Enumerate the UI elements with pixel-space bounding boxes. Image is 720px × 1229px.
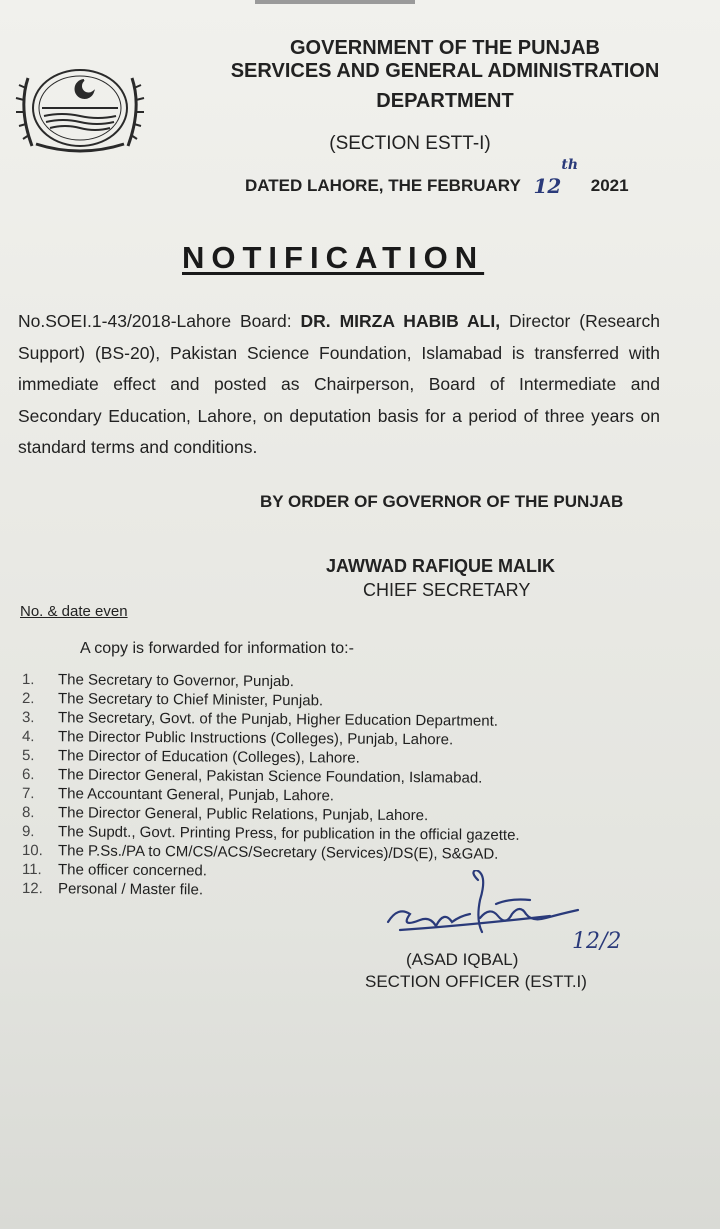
header-department: SERVICES AND GENERAL ADMINISTRATION	[230, 60, 660, 82]
recipient-number: 11.	[21, 861, 42, 879]
notification-body	[18, 306, 660, 464]
recipient-list	[22, 670, 622, 898]
header-government: GOVERNMENT OF THE PUNJAB	[289, 37, 601, 59]
recipient-number: 7.	[21, 785, 35, 803]
recipient-number: 2.	[21, 690, 35, 708]
notification-ref: No.SOEI.1-43/2018-Lahore Board:	[18, 311, 292, 331]
by-order-line: BY ORDER OF GOVERNOR OF THE PUNJAB	[260, 492, 624, 511]
recipient-number: 9.	[21, 823, 35, 841]
signatory-title: CHIEF SECRETARY	[363, 580, 531, 600]
recipient-text: The Director of Education (Colleges), Lahore.	[57, 747, 360, 767]
recipient-number: 4.	[21, 728, 35, 746]
section-officer-name: (ASAD IQBAL)	[406, 950, 519, 969]
section-estt: (SECTION ESTT-I)	[329, 133, 491, 154]
recipient-text: The Accountant General, Punjab, Lahore.	[57, 785, 335, 805]
recipient-text: The Secretary to Chief Minister, Punjab.	[57, 690, 324, 710]
no-date-even: No. & date even	[20, 603, 128, 620]
officer-name: DR. MIRZA HABIB ALI,	[300, 311, 501, 331]
recipient-text: The officer concerned.	[57, 861, 208, 880]
signatory-name: JAWWAD RAFIQUE MALIK	[326, 556, 555, 576]
dated-year: 2021	[590, 176, 629, 195]
recipient-number: 12.	[21, 880, 43, 898]
recipient-number: 3.	[21, 709, 35, 727]
recipient-number: 10.	[21, 842, 43, 860]
recipient-number: 8.	[21, 804, 35, 822]
dated-day-handwritten: 12	[533, 174, 562, 198]
copy-forwarded: A copy is forwarded for information to:-	[80, 640, 354, 657]
recipient-text: The Director Public Instructions (Colleges), Punjab, Lahore.	[57, 728, 454, 749]
recipient-text: The Director General, Pakistan Science Foundation, Islamabad.	[57, 766, 483, 787]
header-department-cont: DEPARTMENT	[376, 90, 514, 112]
dated-day-suffix: th	[561, 157, 579, 173]
dated-line	[245, 157, 637, 198]
recipient-text: The Secretary, Govt. of the Punjab, Higher Education Department.	[57, 709, 499, 730]
punjab-emblem-icon	[10, 58, 150, 158]
recipient-text: The Director General, Public Relations, Punjab, Lahore.	[57, 804, 429, 825]
recipient-text: The Secretary to Governor, Punjab.	[57, 671, 295, 691]
section-officer-title: SECTION OFFICER (ESTT.I)	[365, 972, 587, 991]
recipient-number: 6.	[21, 766, 35, 784]
handwritten-signature	[380, 870, 640, 950]
dated-prefix: DATED LAHORE, THE FEBRUARY	[245, 176, 521, 195]
recipient-text: Personal / Master file.	[57, 880, 204, 899]
notification-title: NOTIFICATION	[182, 240, 485, 275]
notification-text: Director (Research Support) (BS-20), Pakistan Science Foundation, Islamabad is transferred with immediate effect and posted as Chairperson, Board of Intermediate and Secondary Education, Lahore, on deputation basis for a period of three years on standard terms and conditions.	[18, 311, 660, 457]
top-edge-mark	[255, 0, 415, 4]
recipient-text: The P.Ss./PA to CM/CS/ACS/Secretary (Services)/DS(E), S&GAD.	[57, 842, 499, 863]
signature-date: 12/2	[572, 929, 622, 950]
recipient-number: 5.	[21, 747, 35, 765]
recipient-text: The Supdt., Govt. Printing Press, for publication in the official gazette.	[57, 823, 520, 844]
recipient-number: 1.	[21, 671, 35, 689]
